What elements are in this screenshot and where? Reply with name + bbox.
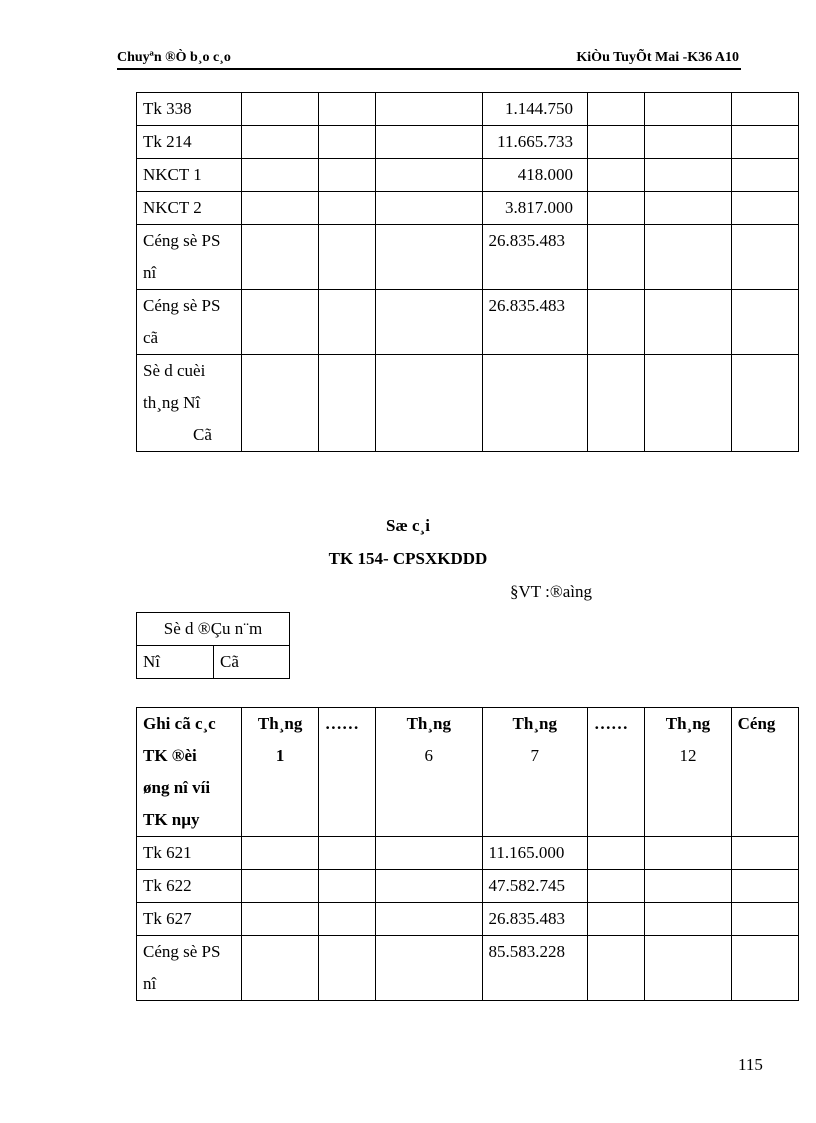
row-value: 418.000 [482,159,587,192]
header-account: Ghi cã c¸c TK ®èi øng nî víi TK nµy [137,708,242,837]
header-left-text: Chuyªn ®Ò b¸o c¸o [117,50,231,65]
header-month-1: Th¸ng 1 [242,708,318,837]
row-label: Tk 214 [137,126,242,159]
ledger-table-bottom [136,707,799,1001]
header-total: Céng [731,708,798,837]
row-value: 11.165.000 [482,837,587,870]
opening-balance-table [136,612,290,679]
ledger-table-top [136,92,799,452]
table-row [137,613,290,646]
row-label: Tk 622 [137,870,242,903]
table-row [137,93,799,126]
table-row [137,870,799,903]
page-number: 115 [738,1055,763,1074]
row-label: Sè d cuèi th¸ng Nî Cã [137,355,242,452]
row-label: Tk 627 [137,903,242,936]
row-label: NKCT 2 [137,192,242,225]
row-value: 3.817.000 [482,192,587,225]
row-value: 85.583.228 [482,936,587,1001]
opening-balance-header: Sè d ®Çu n¨m [137,613,290,646]
row-label: Tk 621 [137,837,242,870]
row-value: 26.835.483 [482,225,587,290]
row-value: 26.835.483 [482,290,587,355]
header-month-6: Th¸ng 6 [376,708,482,837]
table-row [137,837,799,870]
debit-cell: Nî [137,646,214,679]
table-header-row [137,708,799,837]
table-row [137,159,799,192]
row-value: 47.582.745 [482,870,587,903]
table-row [137,355,799,452]
header-right-text: KiÒu TuyÕt Mai -K36 A10 [576,50,739,65]
row-label: Tk 338 [137,93,242,126]
row-label: Céng sè PS cã [137,290,242,355]
section-title: Sæ c¸i [386,516,430,535]
header-month-7: Th¸ng 7 [482,708,587,837]
credit-cell: Cã [214,646,290,679]
row-label: NKCT 1 [137,159,242,192]
row-value: 11.665.733 [482,126,587,159]
header-ellipsis: …… [318,708,375,837]
table-row [137,903,799,936]
table-row [137,225,799,290]
table-row [137,126,799,159]
table-row [137,936,799,1001]
row-value [482,355,587,452]
row-value: 26.835.483 [482,903,587,936]
table-row [137,192,799,225]
header-month-12: Th¸ng 12 [645,708,731,837]
header-ellipsis: …… [588,708,645,837]
page-header [117,48,741,70]
section-subtitle: TK 154- CPSXKDDD [328,549,488,568]
table-row [137,290,799,355]
row-label: Céng sè PS nî [137,936,242,1001]
table-row [137,646,290,679]
unit-label: §VT :®aìng [510,582,593,601]
row-label: Céng sè PS nî [137,225,242,290]
row-value: 1.144.750 [482,93,587,126]
